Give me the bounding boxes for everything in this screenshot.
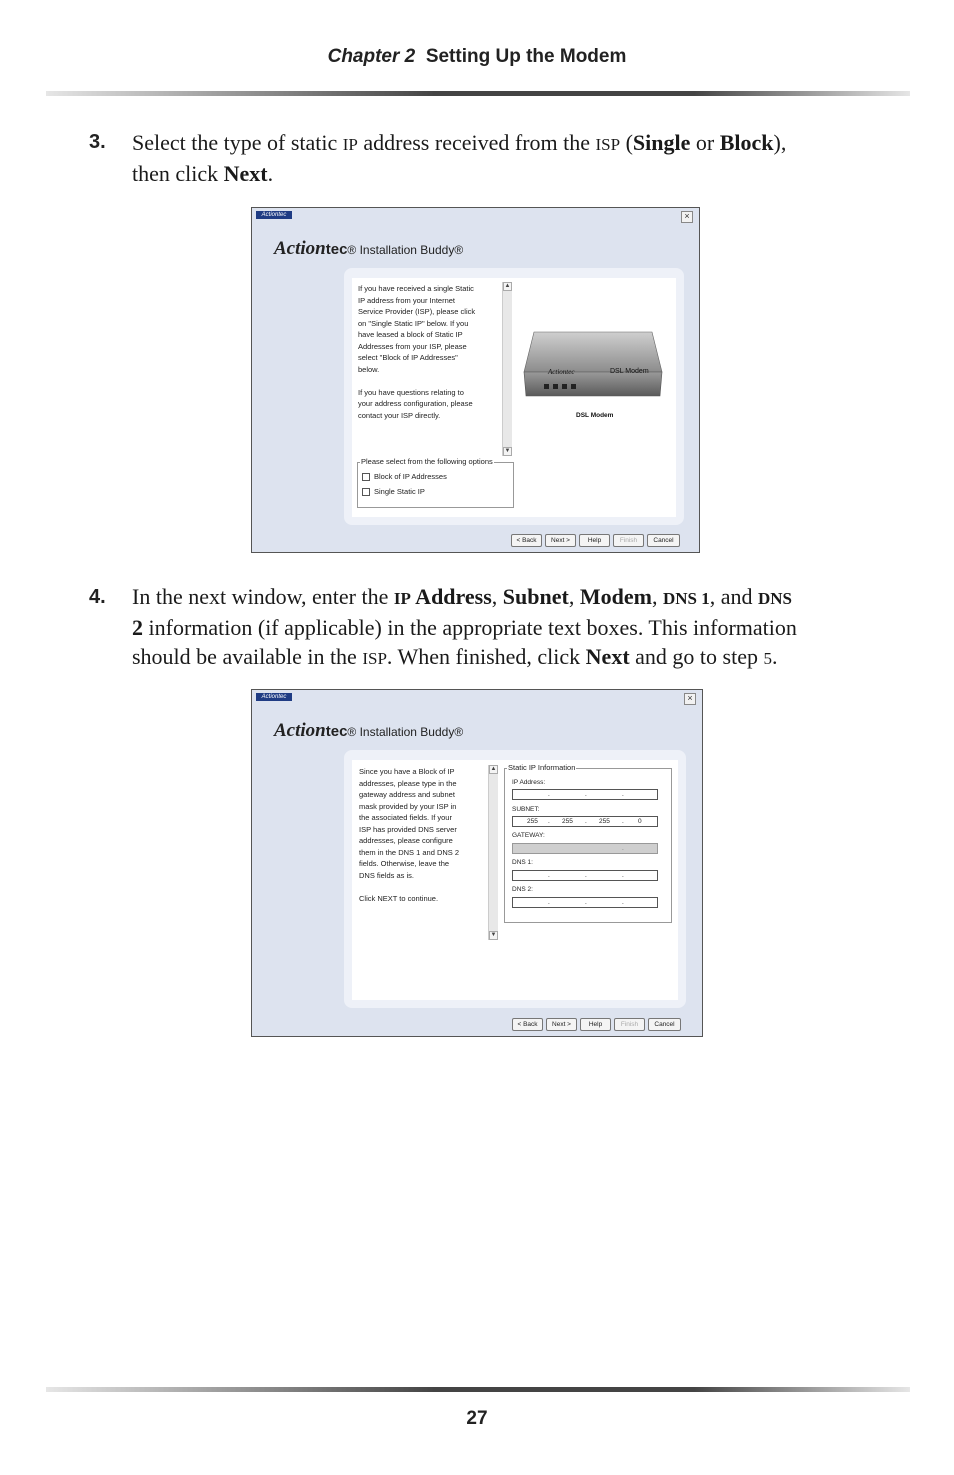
dns2-input[interactable]: . . . xyxy=(512,897,658,908)
static-ip-group xyxy=(504,763,672,923)
content-panel xyxy=(344,750,686,1008)
header-rule xyxy=(46,91,910,96)
cancel-button[interactable]: Cancel xyxy=(648,1018,681,1031)
step-4-text: In the next window, enter the IP Address, Subnet, Modem, DNS 1, and DNS 2 information (if applicable) in the appropriate text boxes. This information should be available in the ISP. When finished, click Next and go to step 5. xyxy=(132,584,797,669)
step-3-number: 3. xyxy=(89,131,106,153)
dns1-label: DNS 1: xyxy=(512,859,533,866)
gateway-input[interactable]: . xyxy=(512,843,658,854)
close-icon[interactable]: × xyxy=(681,211,693,223)
step-3-text: Select the type of static IP address received from the ISP (Single or Block), then click Next. xyxy=(132,130,787,186)
instructions-scrollbar[interactable] xyxy=(502,282,512,456)
option-block-of-ip[interactable]: Block of IP Addresses xyxy=(362,471,447,483)
help-button[interactable]: Help xyxy=(579,534,610,547)
option-single-static-ip[interactable]: Single Static IP xyxy=(362,486,425,498)
content-inner xyxy=(352,760,678,1000)
chapter-label: Chapter 2 xyxy=(327,46,416,67)
back-button[interactable]: < Back xyxy=(511,534,542,547)
help-button[interactable]: Help xyxy=(580,1018,611,1031)
finish-button[interactable]: Finish xyxy=(613,534,644,547)
scroll-down-icon[interactable]: ▼ xyxy=(504,448,511,454)
ip-address-label: IP Address: xyxy=(512,779,546,786)
next-button[interactable]: Next > xyxy=(545,534,576,547)
wizard-buttons xyxy=(512,1018,681,1031)
instructions-scrollbar[interactable] xyxy=(488,765,498,940)
modem-caption: DSL Modem xyxy=(576,412,614,419)
static-ip-legend: Static IP Information xyxy=(508,763,576,772)
options-legend: Please select from the following options xyxy=(361,457,493,466)
options-group xyxy=(357,457,514,508)
gateway-label: GATEWAY: xyxy=(512,832,545,839)
titlebar-logo: Actiontec xyxy=(256,693,292,701)
footer-rule xyxy=(46,1387,910,1392)
page-number: 27 xyxy=(466,1408,488,1429)
modem-brand: Actiontec xyxy=(548,368,575,376)
next-button[interactable]: Next > xyxy=(546,1018,577,1031)
modem-model-label: DSL Modem xyxy=(610,368,649,375)
app-logo: Actiontec® Installation Buddy® xyxy=(274,720,464,741)
ip-address-input[interactable]: . . . xyxy=(512,789,658,800)
content-inner xyxy=(352,278,676,517)
app-logo: Actiontec® Installation Buddy® xyxy=(274,238,464,259)
scroll-up-icon[interactable]: ▲ xyxy=(490,766,497,772)
dns1-input[interactable]: . . . xyxy=(512,870,658,881)
dns2-label: DNS 2: xyxy=(512,886,533,893)
back-button[interactable]: < Back xyxy=(512,1018,543,1031)
cancel-button[interactable]: Cancel xyxy=(647,534,680,547)
instructions-text: If you have received a single Static IP address from your Internet Service Provider (ISP), please click on "Single Static IP" below. If you have leased a block of Static IP Addresses from your ISP, please select "Block of IP Addresses" below. If you have questions relating to your address configuration, please contact your ISP directly. xyxy=(358,284,476,420)
running-header xyxy=(0,46,954,68)
subnet-input[interactable]: 255 . 255 . 255 . 0 xyxy=(512,816,658,827)
titlebar-logo: Actiontec xyxy=(256,211,292,219)
finish-button[interactable]: Finish xyxy=(614,1018,645,1031)
installation-buddy-window-ip-type xyxy=(251,207,700,553)
dsl-modem-image xyxy=(520,326,670,426)
close-icon[interactable]: × xyxy=(684,693,696,705)
checkbox-icon[interactable] xyxy=(362,488,370,496)
scroll-down-icon[interactable]: ▼ xyxy=(490,932,497,938)
chapter-title: Setting Up the Modem xyxy=(425,46,627,67)
installation-buddy-window-static-ip xyxy=(251,689,703,1037)
instructions-text: Since you have a Block of IP addresses, please type in the gateway address and subnet mask provided by your ISP in the associated fields. If your ISP has provided DNS server addresses, please configure them in the DNS 1 and DNS 2 fields. Otherwise, leave the DNS fields as is. Click NEXT to continue. xyxy=(359,767,460,903)
scroll-up-icon[interactable]: ▲ xyxy=(504,283,511,289)
wizard-buttons xyxy=(511,534,680,547)
subnet-label: SUBNET: xyxy=(512,806,540,813)
checkbox-icon[interactable] xyxy=(362,473,370,481)
step-4-number: 4. xyxy=(89,586,106,608)
content-panel xyxy=(344,268,684,525)
